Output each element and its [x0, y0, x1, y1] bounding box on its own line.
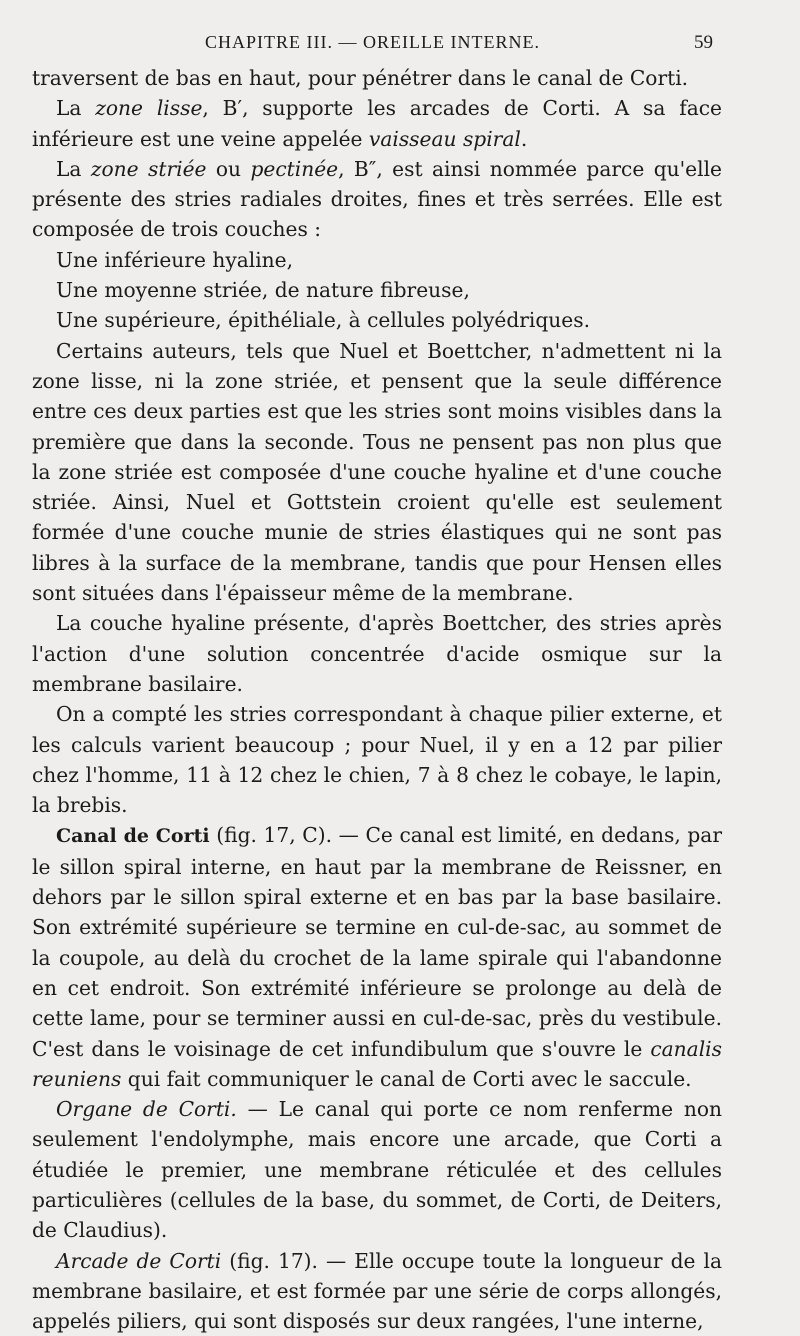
paragraph-organe-de-corti: Organe de Corti. — Le canal qui porte ce nom renferme non seulement l'endolymphe, mais encore une arcade, que Corti a étudiée le premier, une membrane réticulée et des cellules particulières (cellules de la base, du sommet, de Corti, de Deiters, de Claudius). [32, 1097, 722, 1243]
running-title: CHAPITRE III. — OREILLE INTERNE. [205, 32, 540, 52]
page-header [0, 32, 800, 56]
paragraph-continuation: traversent de bas en haut, pour pénétrer dans le canal de Corti. [32, 66, 689, 90]
page-number: 59 [694, 32, 713, 53]
paragraph-canal-de-corti: Canal de Corti (fig. 17, C). — Ce canal est limité, en dedans, par le sillon spiral interne, en haut par la membrane de Reissner, en dehors par le sillon spiral externe et en bas par la base basilaire. Son extrémité supérieure se termine en cul-de-sac, au sommet de la coupole, au delà du crochet de la lame spirale qui l'abandonne en cet endroit. Son extrémité inférieure se prolonge au delà de cette lame, pour se terminer aussi en cul-de-sac, près du vestibule. C'est dans le voisinage de cet infundibulum que s'ouvre le canalis reuniens qui fait communiquer le canal de Corti avec le saccule. [32, 823, 722, 1091]
body-text [32, 63, 722, 1336]
list-item-inferieure: Une inférieure hyaline, [56, 247, 294, 272]
term-vaisseau-spiral: vaisseau spiral [368, 126, 521, 151]
paragraph-auteurs: Certains auteurs, tels que Nuel et Boettcher, n'admettent ni la zone lisse, ni la zone striée, et pensent que la seule différence entre ces deux parties est que les stries sont moins visibles dans la première que dans la seconde. Tous ne pensent pas non plus que la zone striée est composée d'une couche hyaline et d'une couche striée. Ainsi, Nuel et Gottstein croient qu'elle est seulement formée d'une couche munie de stries élastiques qui ne sont pas libres à la surface de la membrane, tandis que pour Hensen elles sont situées dans l'épaisseur même de la membrane. [32, 338, 722, 606]
paragraph-couche-hyaline: La couche hyaline présente, d'après Boettcher, des stries après l'action d'une solution concentrée d'acide osmique sur la membrane basilaire. [32, 611, 722, 696]
section-heading-organe-de-corti: Organe de Corti. [56, 1097, 237, 1122]
term-zone-lisse: zone lisse [95, 96, 203, 121]
term-pectinee: pectinée [250, 156, 339, 181]
list-item-moyenne: Une moyenne striée, de nature fibreuse, [56, 278, 470, 303]
paragraph-arcade-de-corti: Arcade de Corti (fig. 17). — Elle occupe toute la longueur de la membrane basilaire, et est formée par une série de corps allongés, appelés piliers, qui sont disposés sur deux rangées, l'une interne, [32, 1248, 722, 1334]
paragraph-zone-striee: La zone striée ou pectinée, B″, est ainsi nommée parce qu'elle présente des stries radiales droites, fines et très serrées. Elle est composée de trois couches : [32, 156, 722, 242]
term-zone-striee: zone striée [90, 156, 207, 181]
section-heading-canal-de-corti: Canal de Corti [56, 825, 210, 848]
section-heading-arcade-de-corti: Arcade de Corti [56, 1248, 222, 1273]
paragraph-zone-lisse: La zone lisse, B′, supporte les arcades de Corti. A sa face inférieure est une veine appelée vaisseau spiral. [32, 96, 722, 151]
term-canalis-reuniens: canalis reuniens [32, 1036, 722, 1091]
paragraph-stries-comptees: On a compté les stries correspondant à chaque pilier externe, et les calculs varient beaucoup ; pour Nuel, il y en a 12 par pilier chez l'homme, 11 à 12 chez le chien, 7 à 8 chez le cobaye, le lapin, la brebis. [32, 702, 722, 818]
list-item-superieure: Une supérieure, épithéliale, à cellules polyédriques. [56, 308, 591, 333]
